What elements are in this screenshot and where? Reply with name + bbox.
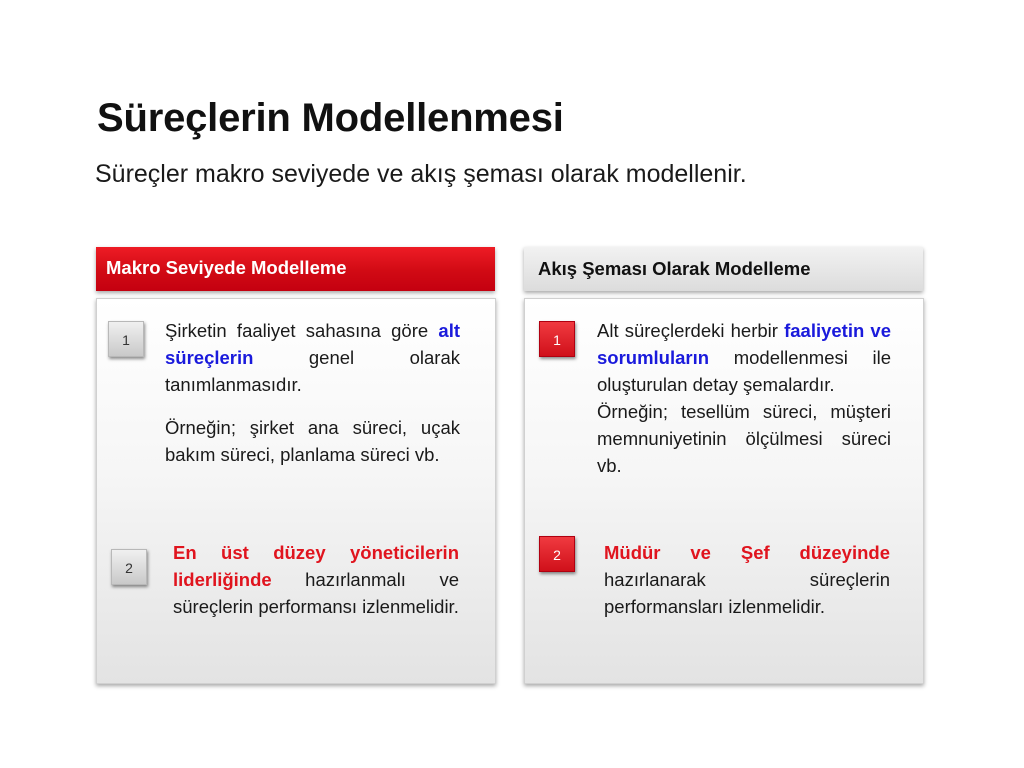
step-2-badge: 2 xyxy=(539,536,575,572)
macro-step-2-text xyxy=(173,539,459,620)
flow-step-1-definition xyxy=(597,317,891,398)
step-1-badge: 1 xyxy=(108,321,144,357)
flow-step-2-text xyxy=(604,539,890,620)
step-1-badge: 1 xyxy=(539,321,575,357)
macro-step-1-example: Örneğin; şirket ana süreci, uçak bakım süreci, planlama süreci vb. xyxy=(165,417,460,465)
macro-text-part: hazırlanmalı ve süreçlerin performansı izlenmelidir. xyxy=(173,569,459,617)
highlight-top-management: En üst düzey yöneticilerin liderliğinde xyxy=(173,542,459,590)
macro-step-1-text xyxy=(165,317,460,468)
highlight-sub-processes: alt süreçlerin xyxy=(165,320,460,368)
highlight-activities-responsibilities: faaliyetin ve sorumluların xyxy=(597,320,892,368)
flow-text-part: hazırlanarak süreçlerin performansları izlenmelidir. xyxy=(604,569,890,617)
macro-step-1-definition xyxy=(165,317,460,398)
flow-text-part: modellenmesi ile oluşturulan detay şemalardır. xyxy=(597,347,891,395)
macro-text-part: genel olarak tanımlanmasıdır. xyxy=(165,347,460,395)
macro-text-part: Şirketin faaliyet sahasına göre xyxy=(165,320,439,341)
highlight-manager-level: Müdür ve Şef düzeyinde xyxy=(604,542,890,563)
flow-text-part: Alt süreçlerdeki herbir xyxy=(597,320,785,341)
flow-step-1-text xyxy=(597,317,891,479)
slide-title: Süreçlerin Modellenmesi xyxy=(97,96,564,140)
macro-step-2-paragraph xyxy=(173,539,459,620)
flow-step-1-example: Örneğin; tesellüm süreci, müşteri memnuniyetinin ölçülmesi süreci vb. xyxy=(597,401,891,476)
slide-subtitle: Süreçler makro seviyede ve akış şeması olarak modellenir. xyxy=(95,160,747,188)
step-2-badge: 2 xyxy=(111,549,147,585)
flow-step-2-paragraph xyxy=(604,539,890,620)
macro-modeling-header: Makro Seviyede Modelleme xyxy=(96,247,495,291)
flowchart-modeling-header: Akış Şeması Olarak Modelleme xyxy=(524,247,923,291)
